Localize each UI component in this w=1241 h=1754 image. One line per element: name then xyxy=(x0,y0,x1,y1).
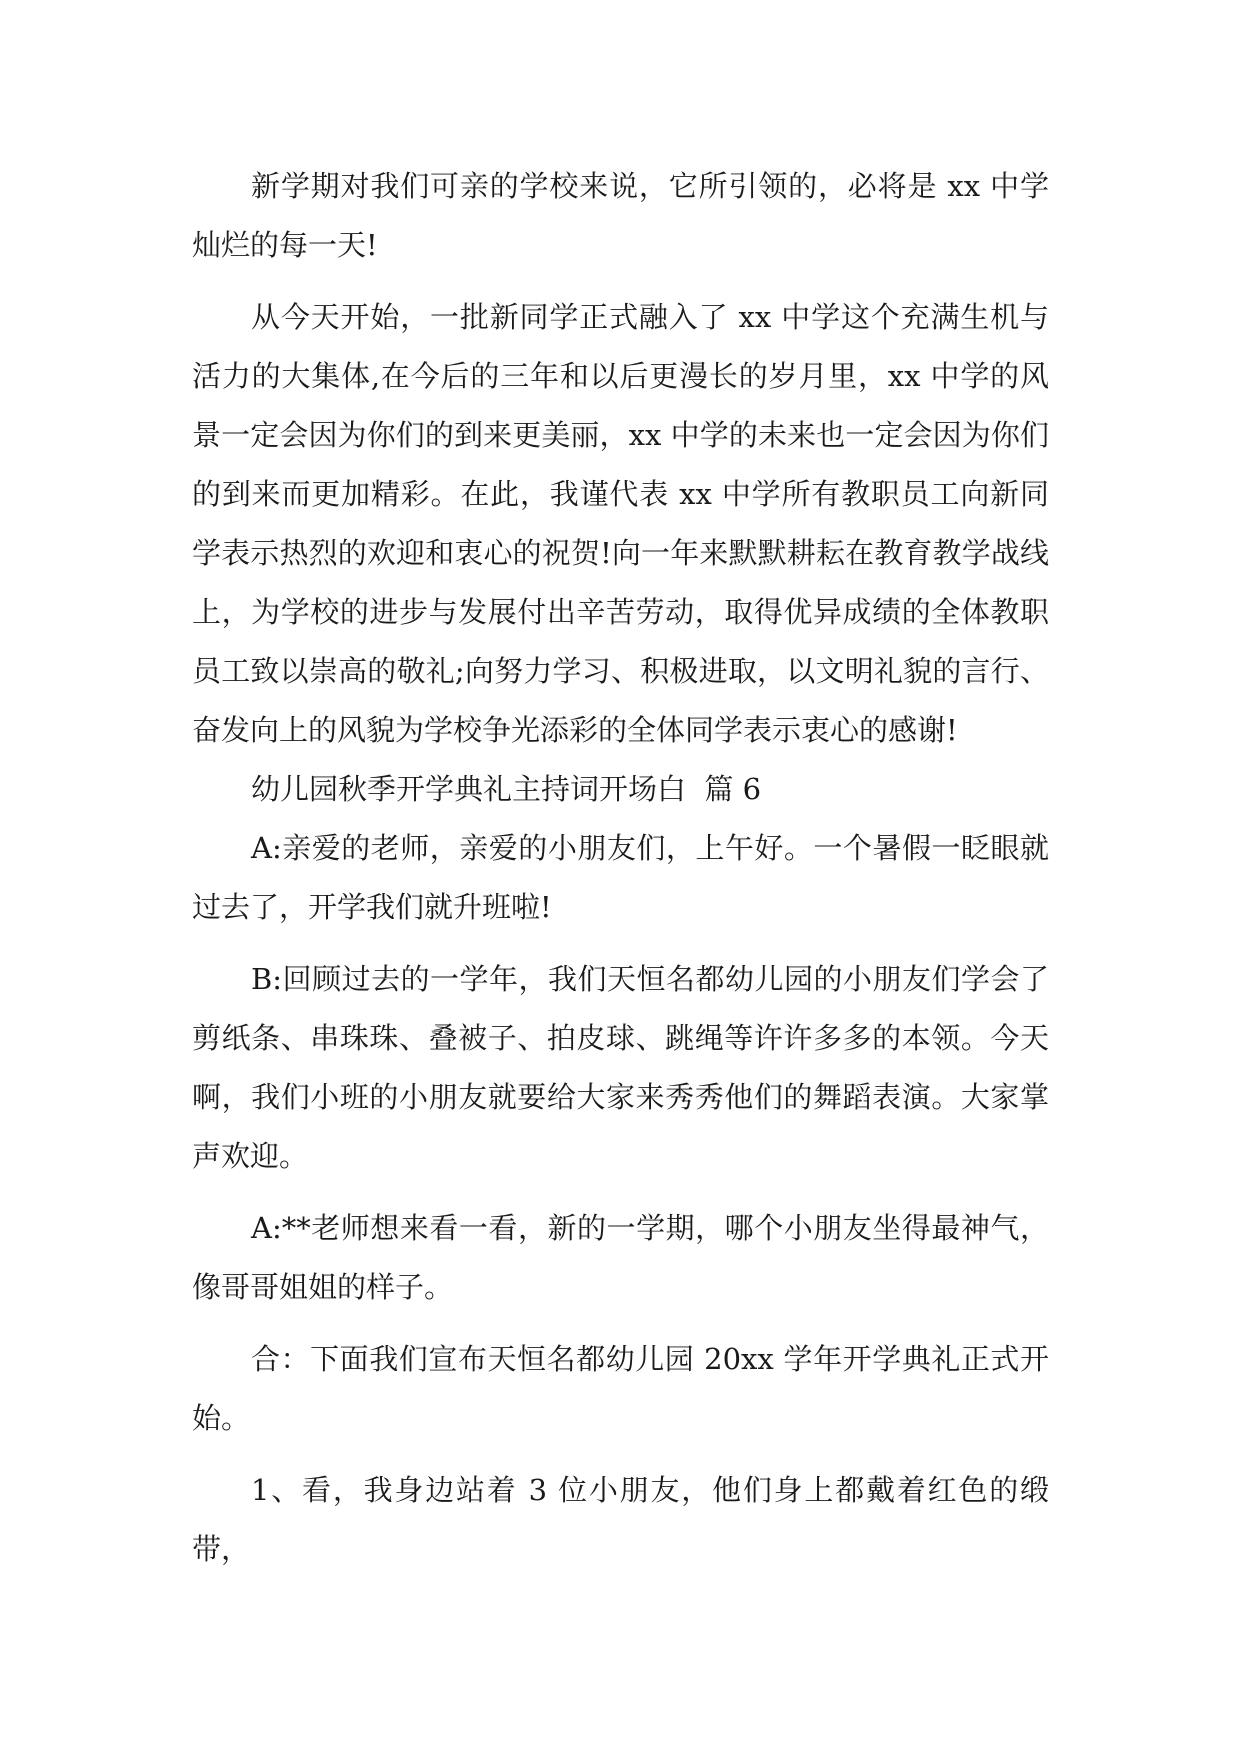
paragraph-host-a-greeting: A:亲爱的老师，亲爱的小朋友们，上午好。一个暑假一眨眼就过去了，开学我们就升班啦! xyxy=(192,831,1049,924)
paragraph-host-a-teacher: A:**老师想来看一看，新的一学期，哪个小朋友坐得最神气，像哥哥姐姐的样子。 xyxy=(192,1211,1049,1304)
paragraph-together-announcement: 合：下面我们宣布天恒名都幼儿园 20xx 学年开学典礼正式开始。 xyxy=(192,1342,1049,1435)
paragraph-host-b-review: B:回顾过去的一学年，我们天恒名都幼儿园的小朋友们学会了剪纸条、串珠珠、叠被子、拍皮球、跳绳等许许多多的本领。今天啊，我们小班的小朋友就要给大家来秀秀他们的舞蹈表演。大家掌声欢迎。 xyxy=(192,962,1049,1173)
section-heading: 幼儿园秋季开学典礼主持词开场白 篇 6 xyxy=(251,772,762,806)
paragraph-welcome-speech: 从今天开始，一批新同学正式融入了 xx 中学这个充满生机与活力的大集体,在今后的三年和以后更漫长的岁月里，xx 中学的风景一定会因为你们的到来更美丽，xx 中学的未来也一定会因为你们的到来而更加精彩。在此，我谨代表 xx 中学所有教职员工向新同学表示热烈的欢迎和衷心的祝贺!向一年来默默耕耘在教育教学战线上，为学校的进步与发展付出辛苦劳动，取得优异成绩的全体教职员工致以崇高的敬礼;向努力学习、积极进取，以文明礼貌的言行、奋发向上的风貌为学校争光添彩的全体同学表示衷心的感谢! xyxy=(192,300,1049,747)
paragraph-school-intro: 新学期对我们可亲的学校来说，它所引领的，必将是 xx 中学灿烂的每一天! xyxy=(192,169,1049,262)
document-page xyxy=(192,157,1049,1579)
paragraph-numbered-item-1: 1、看，我身边站着 3 位小朋友，他们身上都戴着红色的缎带， xyxy=(192,1473,1049,1566)
